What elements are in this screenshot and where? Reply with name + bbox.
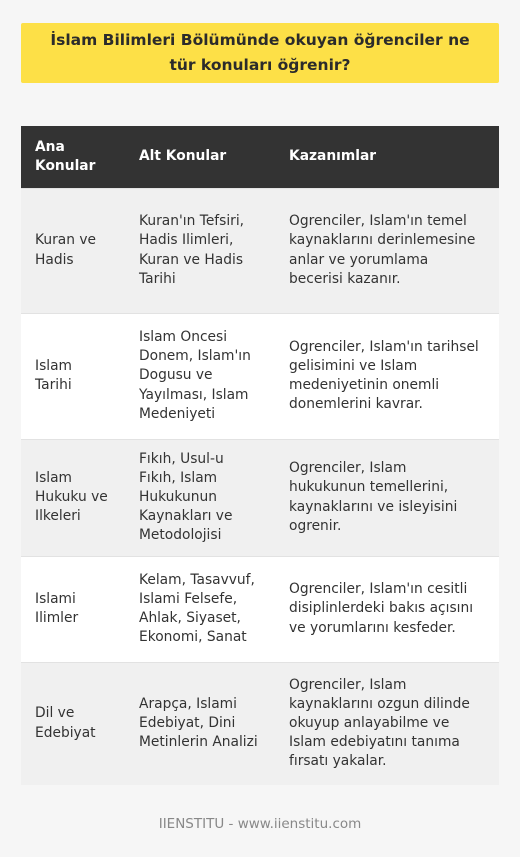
table-row	[21, 188, 499, 313]
main-topic-cell: Islam Tarihi	[21, 313, 125, 439]
outcomes-cell: Ogrenciler, Islam hukukunun temellerini, kaynaklarını ve isleyisini ogrenir.	[275, 439, 499, 556]
main-topic-cell: Islam Hukuku ve Ilkeleri	[21, 439, 125, 556]
page-title: İslam Bilimleri Bölümünde okuyan öğrenciler ne tür konuları öğrenir?	[50, 31, 470, 74]
outcomes-cell: Ogrenciler, Islam kaynaklarını ozgun dilinde okuyup anlayabilme ve Islam edebiyatını tanıma fırsatı yakalar.	[275, 662, 499, 785]
footer-credit: IIENSTITU - www.iienstitu.com	[158, 816, 362, 832]
subtopics-cell: Kelam, Tasavvuf, Islami Felsefe, Ahlak, Siyaset, Ekonomi, Sanat	[125, 556, 275, 662]
subtopics-cell: Arapça, Islami Edebiyat, Dini Metinlerin Analizi	[125, 662, 275, 785]
table-row	[21, 439, 499, 556]
header-subtopics: Alt Konular	[125, 126, 275, 188]
subtopics-cell: Kuran'ın Tefsiri, Hadis Ilimleri, Kuran ve Hadis Tarihi	[125, 188, 275, 313]
main-topic-cell: Dil ve Edebiyat	[21, 662, 125, 785]
table-header-row	[21, 126, 499, 188]
subtopics-cell: Fıkıh, Usul-u Fıkıh, Islam Hukukunun Kaynakları ve Metodolojisi	[125, 439, 275, 556]
table-row	[21, 662, 499, 785]
header-main-topics: Ana Konular	[21, 126, 125, 188]
subtopics-cell: Islam Oncesi Donem, Islam'ın Dogusu ve Yayılması, Islam Medeniyeti	[125, 313, 275, 439]
outcomes-cell: Ogrenciler, Islam'ın tarihsel gelisimini ve Islam medeniyetinin onemli donemlerini kavrar.	[275, 313, 499, 439]
main-topic-cell: Islami Ilimler	[21, 556, 125, 662]
outcomes-cell: Ogrenciler, Islam'ın temel kaynaklarını derinlemesine anlar ve yorumlama becerisi kazanır.	[275, 188, 499, 313]
table-row	[21, 556, 499, 662]
table-row	[21, 313, 499, 439]
title-banner	[21, 23, 499, 83]
topics-table	[21, 126, 499, 785]
main-topic-cell: Kuran ve Hadis	[21, 188, 125, 313]
outcomes-cell: Ogrenciler, Islam'ın cesitli disiplinlerdeki bakıs açısını ve yorumlarını kesfeder.	[275, 556, 499, 662]
header-outcomes: Kazanımlar	[275, 126, 499, 188]
